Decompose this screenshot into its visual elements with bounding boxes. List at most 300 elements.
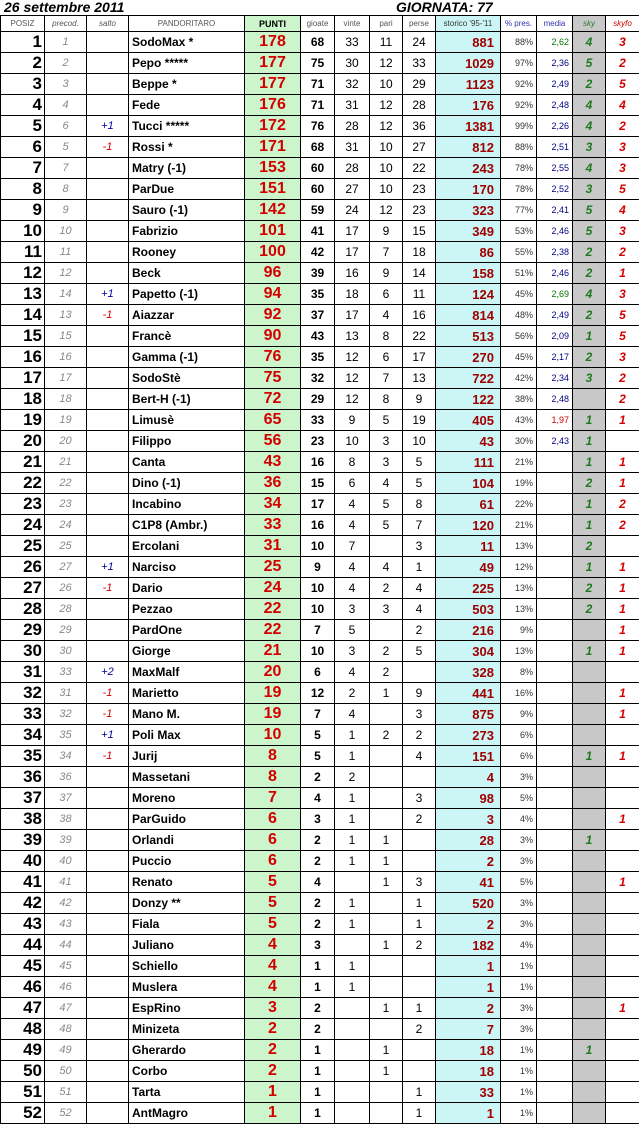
presence-cell: 13% [501,641,537,662]
lost-cell: 3 [403,536,436,557]
won-cell: 1 [335,956,370,977]
sky-cell: 1 [573,746,606,767]
previous-position-cell: 15 [45,326,87,347]
previous-position-cell: 16 [45,347,87,368]
presence-cell: 13% [501,599,537,620]
historic-cell: 1 [436,977,501,998]
points-cell: 3 [245,998,301,1019]
points-cell: 2 [245,1019,301,1040]
jump-cell [87,1103,129,1124]
points-cell: 36 [245,473,301,494]
draw-cell: 1 [370,998,403,1019]
historic-cell: 520 [436,893,501,914]
sky-cell: 2 [573,74,606,95]
points-cell: 153 [245,158,301,179]
skyfo-cell: 1 [606,809,639,830]
average-cell: 2,41 [537,200,573,221]
sky-cell: 2 [573,473,606,494]
table-row [1,116,639,137]
jump-cell [87,242,129,263]
sky-cell [573,704,606,725]
previous-position-cell: 39 [45,830,87,851]
player-name-cell: Moreno [129,788,245,809]
lost-cell: 5 [403,641,436,662]
jump-cell: -1 [87,305,129,326]
header-pari: pari [370,16,403,32]
lost-cell [403,830,436,851]
player-name-cell: Giorge [129,641,245,662]
historic-cell: 216 [436,620,501,641]
lost-cell: 17 [403,347,436,368]
played-cell: 33 [301,410,335,431]
lost-cell: 2 [403,809,436,830]
skyfo-cell: 3 [606,347,639,368]
draw-cell: 4 [370,473,403,494]
player-name-cell: Orlandi [129,830,245,851]
points-cell: 34 [245,494,301,515]
jump-cell [87,998,129,1019]
draw-cell: 6 [370,347,403,368]
average-cell: 2,38 [537,242,573,263]
player-name-cell: Gherardo [129,1040,245,1061]
presence-cell: 19% [501,473,537,494]
jump-cell [87,788,129,809]
header-posiz: POSIZ [1,16,45,32]
player-name-cell: EspRino [129,998,245,1019]
won-cell: 3 [335,641,370,662]
table-row [1,1103,639,1124]
position-cell: 10 [1,221,45,242]
position-cell: 44 [1,935,45,956]
points-cell: 43 [245,452,301,473]
position-cell: 45 [1,956,45,977]
played-cell: 10 [301,578,335,599]
historic-cell: 122 [436,389,501,410]
points-cell: 8 [245,767,301,788]
previous-position-cell: 30 [45,641,87,662]
historic-cell: 2 [436,914,501,935]
won-cell: 1 [335,809,370,830]
presence-cell: 78% [501,158,537,179]
points-cell: 90 [245,326,301,347]
points-cell: 19 [245,704,301,725]
previous-position-cell: 34 [45,746,87,767]
position-cell: 16 [1,347,45,368]
presence-cell: 3% [501,893,537,914]
previous-position-cell: 35 [45,725,87,746]
points-cell: 178 [245,32,301,53]
player-name-cell: Gamma (-1) [129,347,245,368]
previous-position-cell: 47 [45,998,87,1019]
historic-cell: 328 [436,662,501,683]
played-cell: 2 [301,998,335,1019]
table-row [1,515,639,536]
table-row [1,662,639,683]
won-cell: 6 [335,473,370,494]
draw-cell [370,1103,403,1124]
points-cell: 56 [245,431,301,452]
presence-cell: 56% [501,326,537,347]
jump-cell [87,956,129,977]
presence-cell: 3% [501,830,537,851]
player-name-cell: Corbo [129,1061,245,1082]
historic-cell: 41 [436,872,501,893]
jump-cell [87,179,129,200]
points-cell: 22 [245,599,301,620]
lost-cell: 33 [403,53,436,74]
won-cell: 16 [335,263,370,284]
skyfo-cell: 3 [606,137,639,158]
lost-cell: 9 [403,389,436,410]
won-cell: 12 [335,347,370,368]
average-cell [537,494,573,515]
draw-cell [370,914,403,935]
lost-cell: 3 [403,872,436,893]
lost-cell [403,1061,436,1082]
sky-cell: 3 [573,179,606,200]
sky-cell: 4 [573,32,606,53]
jump-cell [87,1019,129,1040]
player-name-cell: Incabino [129,494,245,515]
table-row [1,410,639,431]
table-row [1,74,639,95]
previous-position-cell: 48 [45,1019,87,1040]
position-cell: 30 [1,641,45,662]
won-cell: 27 [335,179,370,200]
won-cell: 4 [335,515,370,536]
presence-cell: 92% [501,74,537,95]
table-row [1,872,639,893]
lost-cell: 7 [403,515,436,536]
lost-cell: 2 [403,620,436,641]
lost-cell: 1 [403,1082,436,1103]
draw-cell [370,788,403,809]
average-cell [537,767,573,788]
draw-cell [370,620,403,641]
title-bar [0,0,639,15]
header-precod: precod. [45,16,87,32]
position-cell: 38 [1,809,45,830]
skyfo-cell: 5 [606,74,639,95]
presence-cell: 12% [501,557,537,578]
sky-cell [573,809,606,830]
lost-cell: 5 [403,473,436,494]
lost-cell [403,956,436,977]
player-name-cell: Mano M. [129,704,245,725]
skyfo-cell [606,956,639,977]
skyfo-cell [606,431,639,452]
table-row [1,641,639,662]
presence-cell: 99% [501,116,537,137]
jump-cell [87,95,129,116]
lost-cell: 1 [403,998,436,1019]
previous-position-cell: 49 [45,1040,87,1061]
presence-cell: 88% [501,32,537,53]
played-cell: 1 [301,956,335,977]
draw-cell: 12 [370,116,403,137]
previous-position-cell: 33 [45,662,87,683]
draw-cell [370,704,403,725]
table-row [1,242,639,263]
points-cell: 2 [245,1061,301,1082]
sky-cell: 1 [573,830,606,851]
skyfo-cell [606,851,639,872]
skyfo-cell: 5 [606,326,639,347]
presence-cell: 5% [501,788,537,809]
jump-cell: -1 [87,683,129,704]
lost-cell: 23 [403,179,436,200]
average-cell [537,683,573,704]
played-cell: 42 [301,242,335,263]
won-cell: 2 [335,683,370,704]
position-cell: 51 [1,1082,45,1103]
presence-cell: 1% [501,956,537,977]
player-name-cell: Limusè [129,410,245,431]
standings-table [0,15,639,1124]
skyfo-cell [606,1103,639,1124]
played-cell: 4 [301,872,335,893]
previous-position-cell: 24 [45,515,87,536]
skyfo-cell: 2 [606,242,639,263]
table-row [1,53,639,74]
draw-cell: 3 [370,599,403,620]
average-cell: 2,52 [537,179,573,200]
previous-position-cell: 6 [45,116,87,137]
won-cell: 2 [335,767,370,788]
historic-cell: 158 [436,263,501,284]
position-cell: 11 [1,242,45,263]
sky-cell: 4 [573,116,606,137]
historic-cell: 124 [436,284,501,305]
presence-cell: 3% [501,914,537,935]
historic-cell: 1 [436,1103,501,1124]
historic-cell: 441 [436,683,501,704]
player-name-cell: Papetto (-1) [129,284,245,305]
previous-position-cell: 21 [45,452,87,473]
player-name-cell: Minizeta [129,1019,245,1040]
skyfo-cell: 3 [606,284,639,305]
position-cell: 9 [1,200,45,221]
previous-position-cell: 43 [45,914,87,935]
draw-cell [370,893,403,914]
draw-cell [370,956,403,977]
points-cell: 76 [245,347,301,368]
historic-cell: 503 [436,599,501,620]
presence-cell: 3% [501,998,537,1019]
lost-cell: 16 [403,305,436,326]
historic-cell: 43 [436,431,501,452]
won-cell [335,1082,370,1103]
position-cell: 31 [1,662,45,683]
position-cell: 33 [1,704,45,725]
jump-cell [87,851,129,872]
table-row [1,851,639,872]
average-cell: 2,36 [537,53,573,74]
table-row [1,284,639,305]
historic-cell: 1 [436,956,501,977]
lost-cell: 4 [403,578,436,599]
position-cell: 28 [1,599,45,620]
average-cell [537,1061,573,1082]
sky-cell: 5 [573,53,606,74]
average-cell [537,935,573,956]
presence-cell: 1% [501,1103,537,1124]
presence-cell: 92% [501,95,537,116]
table-row [1,956,639,977]
jump-cell [87,830,129,851]
won-cell: 3 [335,599,370,620]
average-cell [537,809,573,830]
draw-cell: 9 [370,263,403,284]
historic-cell: 176 [436,95,501,116]
historic-cell: 182 [436,935,501,956]
presence-cell: 55% [501,242,537,263]
won-cell: 5 [335,620,370,641]
position-cell: 46 [1,977,45,998]
jump-cell [87,620,129,641]
lost-cell: 4 [403,599,436,620]
sky-cell: 1 [573,557,606,578]
presence-cell: 88% [501,137,537,158]
table-row [1,683,639,704]
historic-cell: 33 [436,1082,501,1103]
jump-cell [87,641,129,662]
points-cell: 1 [245,1103,301,1124]
position-cell: 27 [1,578,45,599]
average-cell: 2,34 [537,368,573,389]
jump-cell [87,389,129,410]
points-cell: 172 [245,116,301,137]
table-row [1,599,639,620]
draw-cell: 3 [370,452,403,473]
points-cell: 1 [245,1082,301,1103]
average-cell [537,662,573,683]
table-row [1,536,639,557]
table-row [1,620,639,641]
skyfo-cell [606,767,639,788]
previous-position-cell: 12 [45,263,87,284]
won-cell: 12 [335,368,370,389]
average-cell: 2,26 [537,116,573,137]
presence-cell: 21% [501,452,537,473]
jump-cell [87,1082,129,1103]
points-cell: 25 [245,557,301,578]
player-name-cell: Rossi * [129,137,245,158]
jump-cell [87,935,129,956]
skyfo-cell: 2 [606,389,639,410]
won-cell [335,872,370,893]
draw-cell: 12 [370,95,403,116]
jump-cell [87,158,129,179]
presence-cell: 51% [501,263,537,284]
played-cell: 1 [301,1040,335,1061]
previous-position-cell: 7 [45,158,87,179]
skyfo-cell: 1 [606,263,639,284]
average-cell [537,1103,573,1124]
sky-cell [573,1103,606,1124]
position-cell: 6 [1,137,45,158]
presence-cell: 8% [501,662,537,683]
position-cell: 18 [1,389,45,410]
jump-cell: -1 [87,704,129,725]
skyfo-cell: 4 [606,200,639,221]
won-cell: 1 [335,851,370,872]
historic-cell: 405 [436,410,501,431]
average-cell [537,851,573,872]
table-row [1,158,639,179]
won-cell: 30 [335,53,370,74]
table-row [1,725,639,746]
points-cell: 75 [245,368,301,389]
player-name-cell: Renato [129,872,245,893]
lost-cell: 1 [403,1103,436,1124]
presence-cell: 1% [501,1061,537,1082]
table-row [1,788,639,809]
historic-cell: 273 [436,725,501,746]
jump-cell: +1 [87,284,129,305]
sky-cell: 2 [573,578,606,599]
position-cell: 50 [1,1061,45,1082]
draw-cell: 10 [370,179,403,200]
played-cell: 43 [301,326,335,347]
won-cell: 4 [335,578,370,599]
skyfo-cell: 3 [606,32,639,53]
historic-cell: 2 [436,998,501,1019]
points-cell: 94 [245,284,301,305]
jump-cell [87,536,129,557]
previous-position-cell: 44 [45,935,87,956]
jump-cell [87,32,129,53]
player-name-cell: Fede [129,95,245,116]
lost-cell [403,1040,436,1061]
lost-cell: 1 [403,914,436,935]
jump-cell [87,767,129,788]
header-vinte: vinte [335,16,370,32]
presence-cell: 78% [501,179,537,200]
previous-position-cell: 46 [45,977,87,998]
jump-cell: +1 [87,725,129,746]
sky-cell: 1 [573,1040,606,1061]
jump-cell [87,515,129,536]
played-cell: 16 [301,515,335,536]
draw-cell: 12 [370,200,403,221]
position-cell: 8 [1,179,45,200]
jump-cell [87,263,129,284]
position-cell: 41 [1,872,45,893]
average-cell [537,977,573,998]
player-name-cell: Filippo [129,431,245,452]
draw-cell: 1 [370,872,403,893]
presence-cell: 45% [501,347,537,368]
sky-cell: 1 [573,494,606,515]
header-punti: PUNTI [245,16,301,32]
points-cell: 20 [245,662,301,683]
lost-cell [403,767,436,788]
player-name-cell: ParDue [129,179,245,200]
previous-position-cell: 42 [45,893,87,914]
presence-cell: 1% [501,1082,537,1103]
won-cell: 1 [335,830,370,851]
previous-position-cell: 10 [45,221,87,242]
points-cell: 177 [245,74,301,95]
historic-cell: 881 [436,32,501,53]
player-name-cell: Ercolani [129,536,245,557]
historic-cell: 225 [436,578,501,599]
presence-cell: 43% [501,410,537,431]
lost-cell: 13 [403,368,436,389]
won-cell: 13 [335,326,370,347]
points-cell: 2 [245,1040,301,1061]
